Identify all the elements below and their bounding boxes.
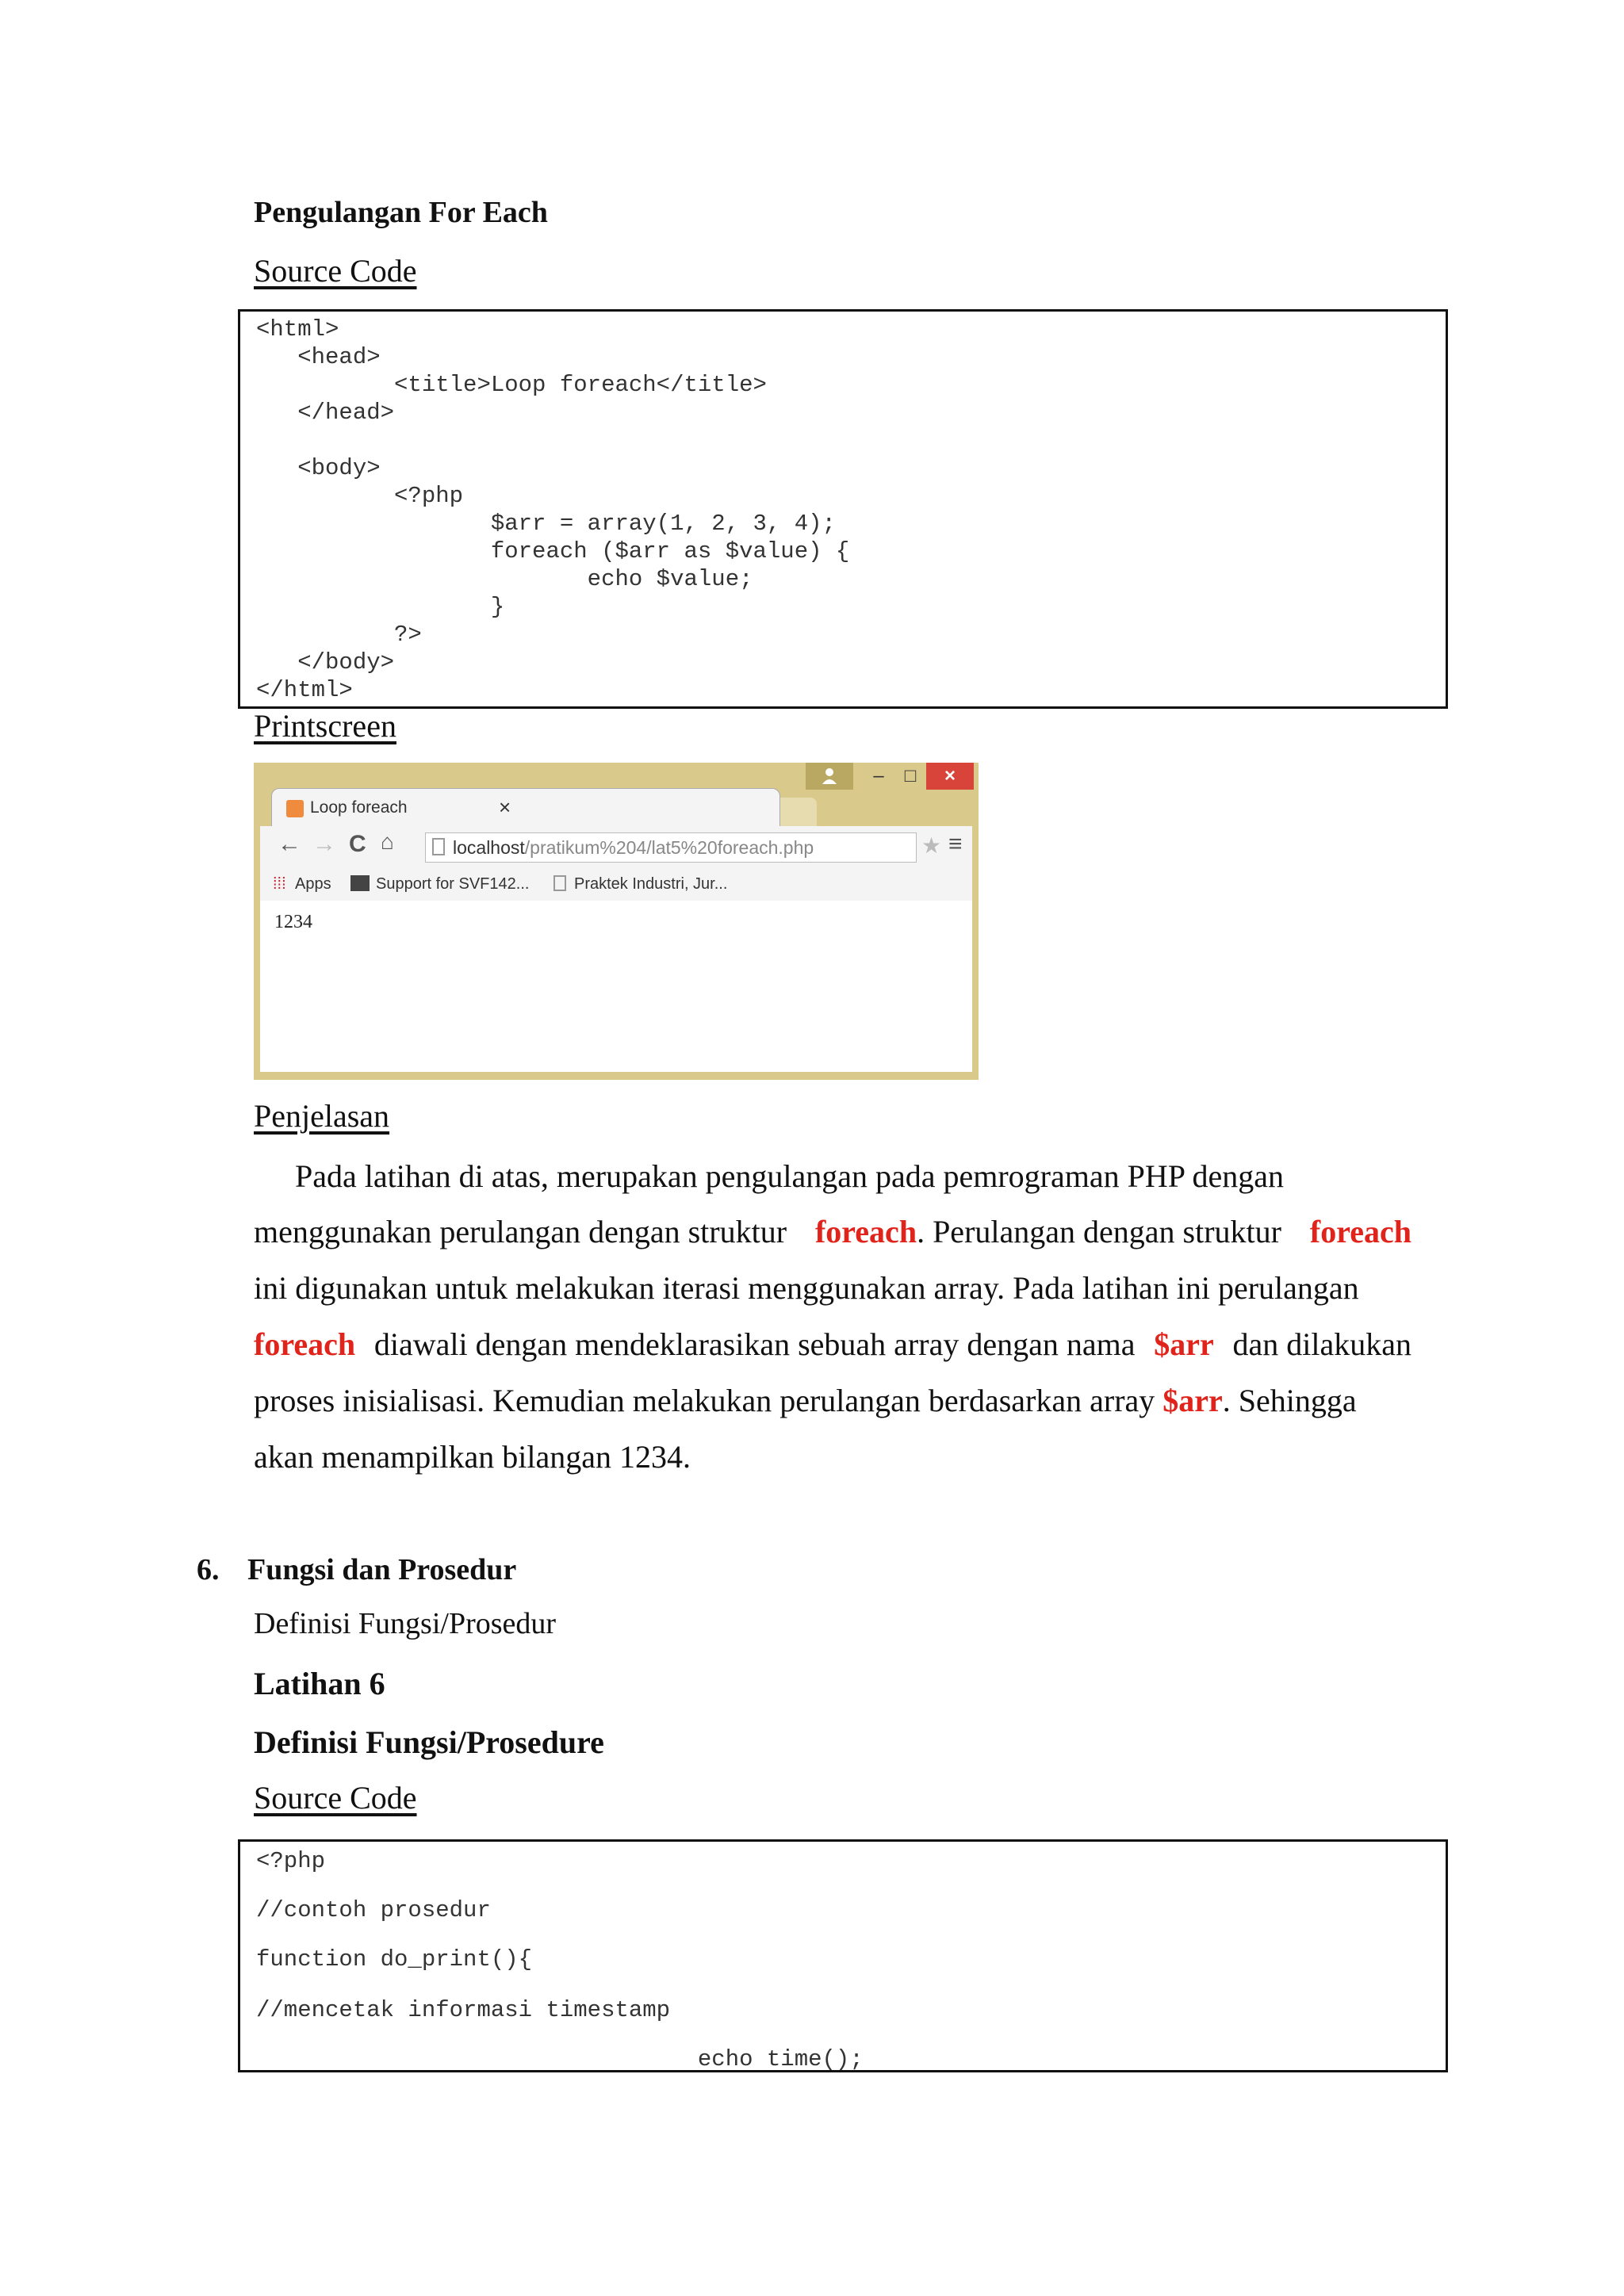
code-line: <html> [256,316,339,342]
source-code-label: Source Code [254,1780,417,1816]
printscreen-label: Printscreen [254,708,396,744]
keyword-arr: $arr [1154,1326,1214,1362]
definition-title: Definisi Fungsi/Prosedure [254,1724,604,1760]
keyword-foreach: foreach [1309,1214,1411,1249]
paragraph-line: akan menampilkan bilangan 1234. [254,1439,691,1475]
code-line: <?php [256,1848,326,1874]
keyword-foreach: foreach [254,1326,356,1362]
tab-title: Loop foreach [310,798,408,817]
keyword-arr: $arr [1162,1383,1223,1418]
code-line: } [256,594,505,620]
browser-screenshot [254,763,979,1080]
page-viewport [260,901,972,1072]
browser-toolbar [260,826,972,869]
tab-loop-foreach[interactable] [271,788,780,828]
code-line: <body> [256,455,381,481]
text-span: proses inisialisasi. Kemudian melakukan perulangan berdasarkan array [254,1383,1155,1418]
paragraph-line [254,1316,1411,1372]
page-icon [553,875,566,891]
code-line: //contoh prosedur [256,1897,491,1923]
code-line: </html> [256,677,353,703]
paragraph-line [254,1372,1411,1429]
code-line: foreach ($arr as $value) { [256,538,850,564]
bookmark-apps[interactable]: Apps [295,875,331,893]
text-span: diawali dengan mendeklarasikan sebuah array dengan nama [373,1326,1136,1362]
code-line: $arr = array(1, 2, 3, 4); [256,511,836,537]
reload-icon[interactable]: C [349,831,366,857]
paragraph-line: Pada latihan di atas, merupakan pengulangan pada pemrograman PHP dengan [295,1158,1285,1194]
code-line: echo $value; [256,566,753,592]
url-path: /pratikum%204/lat5%20foreach.php [524,837,814,858]
source-code-label: Source Code [254,253,417,289]
menu-icon[interactable]: ≡ [948,831,963,857]
paragraph-line: ini digunakan untuk melakukan iterasi menggunakan array. Pada latihan ini perulangan [254,1270,1359,1306]
bookmark-support[interactable]: Support for SVF142... [376,875,530,893]
section-number: 6. [197,1553,220,1586]
maximize-button[interactable]: □ [904,765,917,786]
code-line: <title>Loop foreach</title> [256,372,767,398]
bookmark-icon [350,875,370,891]
tab-close-button[interactable]: × [499,795,511,819]
keyword-foreach: foreach [814,1214,917,1249]
code-line: <head> [256,344,381,370]
code-line: </body> [256,649,395,675]
bookmark-praktek[interactable]: Praktek Industri, Jur... [574,875,728,893]
code-block [238,1839,1448,2072]
text-span: dan dilakukan [1232,1326,1411,1362]
penjelasan-label: Penjelasan [254,1098,390,1134]
code-line: ?> [256,622,422,648]
address-bar[interactable] [425,832,917,863]
window-close-button[interactable]: × [926,763,974,790]
star-icon[interactable]: ★ [921,833,942,858]
definition-subtitle: Definisi Fungsi/Prosedur [254,1607,557,1640]
back-icon[interactable]: ← [278,831,301,857]
code-line: //mencetak informasi timestamp [256,1997,671,2023]
text-span: . Sehingga [1222,1383,1357,1418]
text-span: . Perulangan dengan struktur [917,1214,1281,1249]
latihan-title: Latihan 6 [254,1666,385,1701]
text-span: menggunakan perulangan dengan struktur [254,1214,787,1249]
code-line: echo time(); [256,2046,864,2072]
code-line: <?php [256,483,464,509]
user-icon [806,763,853,790]
paragraph-line [254,1203,1411,1260]
bookmarks-bar [260,869,972,901]
minimize-button[interactable]: – [873,765,884,786]
code-line: function do_print(){ [256,1946,533,1973]
home-icon[interactable]: ⌂ [381,829,394,854]
code-block [238,309,1448,709]
section-title: Fungsi dan Prosedur [247,1553,517,1586]
forward-icon[interactable]: → [312,831,336,857]
url-host: localhost [453,837,525,858]
code-line: </head> [256,400,395,426]
apps-icon: ⁞⁞⁞ [273,875,286,893]
section-title: Pengulangan For Each [254,196,548,229]
page-output: 1234 [274,912,312,932]
page-icon [432,838,445,855]
page-favicon-icon [286,800,304,817]
